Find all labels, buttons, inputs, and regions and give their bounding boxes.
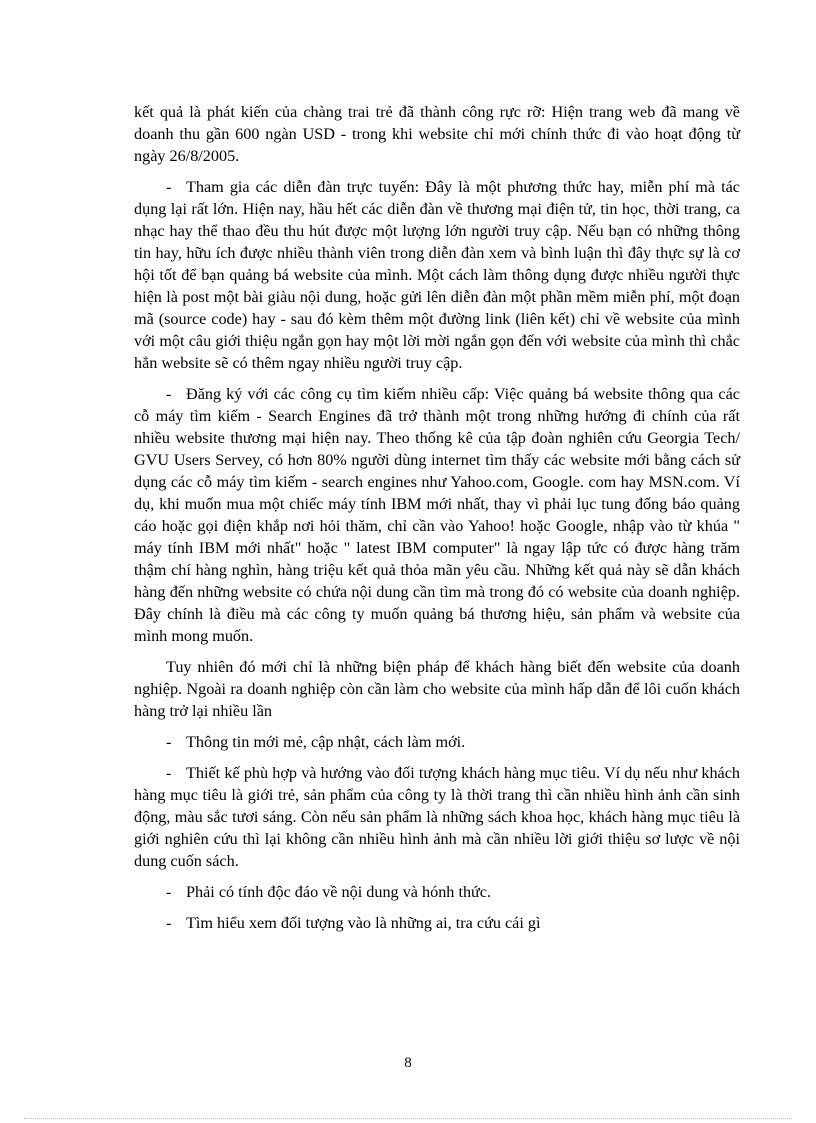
paragraph-however: Tuy nhiên đó mới chỉ là những biện pháp để khách hàng biết đến website của doanh nghiệp. Ngoài ra doanh nghiệp còn cần làm cho website của mình hấp dẫn để lôi cuốn khách hàng trở lại nhiều lần — [134, 658, 740, 720]
page-bottom-dotted-rule — [24, 1118, 792, 1119]
page-number: 8 — [404, 1055, 412, 1071]
bullet-item-new-info: - Thông tin mới mẻ, cập nhật, cách làm mới. — [166, 733, 466, 751]
body-text — [134, 101, 740, 943]
bullet-paragraph-forums: - Tham gia các diễn đàn trực tuyến: Đây là một phương thức hay, miễn phí mà tác dụng lại rất lớn. Hiện nay, hầu hết các diễn đàn về thương mại điện tử, tin học, thời trang, ca nhạc hay thể thao đều thu hút được một lượng lớn người truy cập. Nếu bạn có những thông tin hay, hữu ích được nhiều thành viên trong diễn đàn xem và bình luận thì đây thực sự là cơ hội tốt để bạn quảng bá website của mình. Một cách làm thông dụng được nhiều người thực hiện là post một bài giàu nội dung, hoặc gửi lên diễn đàn một phần mềm miễn phí, một đoạn mã (source code) hay - sau đó kèm thêm một đường link (liên kết) chỉ về website của mình với một câu giới thiệu ngắn gọn hay một lời mời ngắn gọn đến với website của mình thì chắc hẳn website sẽ có thêm ngay nhiều người truy cập. — [134, 178, 740, 372]
bullet-paragraph-search-engines: - Đăng ký với các công cụ tìm kiếm nhiều cấp: Việc quảng bá website thông qua các cỗ máy tìm kiếm - Search Engines đã trở thành một trong những hướng đi chính của rất nhiều website thương mại hiện nay. Theo thống kê của tập đoàn nghiên cứu Georgia Tech/ GVU Users Servey, có hơn 80% người dùng internet tìm thấy các website mới bằng cách sử dụng các cỗ máy tìm kiếm - search engines như Yahoo.com, Google. com hay MSN.com. Ví dụ, khi muốn mua một chiếc máy tính IBM mới nhất, thay vì phải lục tung đống báo quảng cáo hoặc gọi điện khắp nơi hỏi thăm, chỉ cần vào Yahoo! hoặc Google, nhập vào từ khúa " máy tính IBM mới nhất" hoặc " latest IBM computer" là ngay lập tức có được hàng trăm thậm chí hàng nghìn, hàng triệu kết quả thỏa mãn yêu cầu. Những kết quả này sẽ dẫn khách hàng đến những website có chứa nội dung cần tìm mà trong đó có website của doanh nghiệp. Đây chính là điều mà các công ty muốn quảng bá thương hiệu, sản phẩm và website của mình mong muốn. — [134, 385, 740, 645]
bullet-item-audience: - Tìm hiểu xem đối tượng vào là những ai, tra cứu cái gì — [166, 914, 541, 932]
paragraph-continuation: kết quả là phát kiến của chàng trai trẻ đã thành công rực rỡ: Hiện trang web đã mang về doanh thu gần 600 ngàn USD - trong khi website chỉ mới chính thức đi vào hoạt động từ ngày 26/8/2005. — [134, 103, 740, 165]
bullet-paragraph-design: - Thiết kế phù hợp và hướng vào đối tượng khách hàng mục tiêu. Ví dụ nếu như khách hàng mục tiêu là giới trẻ, sản phẩm của công ty là thời trang thì cần nhiều hình ảnh cần sinh động, màu sắc tươi sáng. Còn nếu sản phẩm là những sách khoa học, khách hàng mục tiêu là giới nghiên cứu thì lại không cần nhiều hình ảnh mà cần nhiều lời giới thiệu sơ lược về nội dung cuốn sách. — [134, 764, 740, 870]
bullet-item-uniqueness: - Phải có tính độc đáo về nội dung và hónh thức. — [166, 883, 492, 901]
